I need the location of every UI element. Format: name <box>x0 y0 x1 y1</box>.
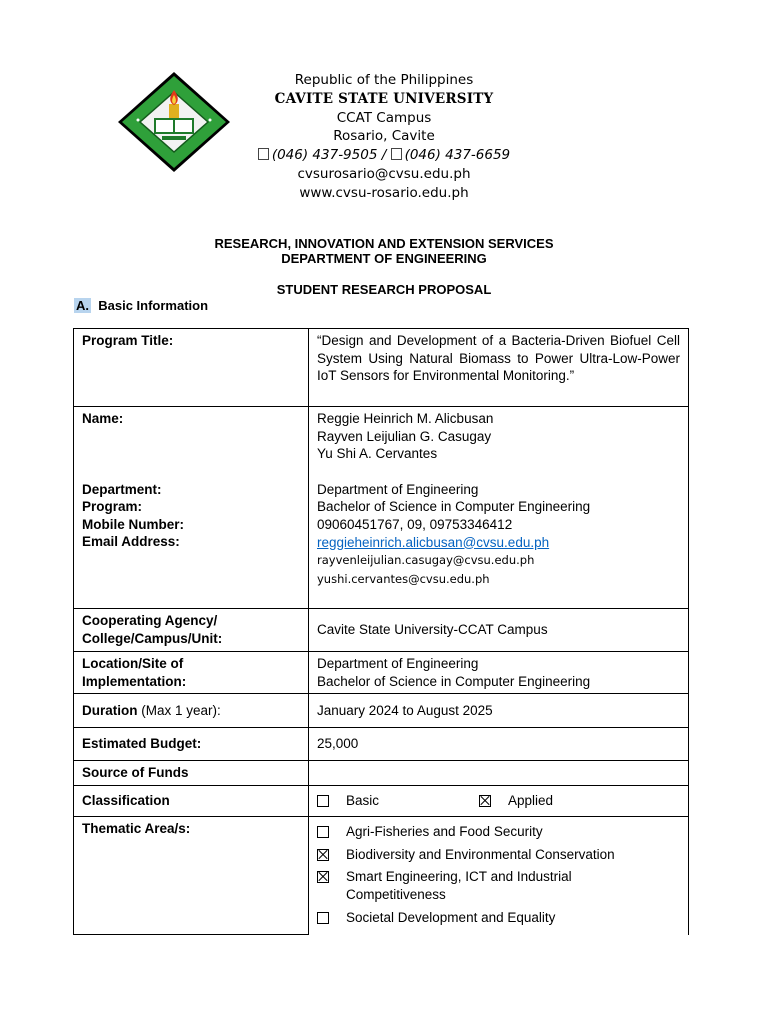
thematic-checkbox[interactable] <box>317 871 329 883</box>
thematic-option <box>317 846 680 864</box>
university-name: CAVITE STATE UNIVERSITY <box>274 90 494 107</box>
duration-label <box>74 694 309 728</box>
cooperating-label-line: Cooperating Agency/ <box>82 613 218 628</box>
mobile-value: 09060451767, 09, 09753346412 <box>317 516 513 532</box>
mobile-label: Mobile Number: <box>82 516 185 532</box>
office-heading: RESEARCH, INNOVATION AND EXTENSION SERVICES <box>214 236 554 251</box>
department-value: Department of Engineering <box>317 481 479 497</box>
email-label: Email Address: <box>82 534 180 550</box>
program-label: Program: <box>82 499 143 515</box>
program-value: Bachelor of Science in Computer Engineering <box>317 499 591 515</box>
row-personal-info <box>74 407 689 609</box>
basic-information-table <box>73 328 689 935</box>
duration-label-text: Duration <box>82 702 138 718</box>
thematic-checkbox[interactable] <box>317 912 329 924</box>
phone-icon <box>258 148 269 160</box>
personal-info-labels <box>74 407 309 609</box>
row-budget <box>74 728 689 761</box>
thematic-label: Thematic Area/s: <box>74 817 309 935</box>
row-cooperating-agency <box>74 609 689 652</box>
document-title: STUDENT RESEARCH PROPOSAL <box>276 282 492 297</box>
letterhead <box>234 71 534 203</box>
location-value-line: Bachelor of Science in Computer Engineering <box>317 673 591 689</box>
location-value <box>309 652 689 694</box>
campus-name: CCAT Campus <box>336 109 432 126</box>
campus-website: www.cvsu-rosario.edu.ph <box>299 184 469 201</box>
proponent-name: Rayven Leijulian G. Casugay <box>317 428 492 444</box>
row-location <box>74 652 689 694</box>
row-classification <box>74 786 689 817</box>
classification-applied-label: Applied <box>508 793 554 809</box>
row-duration <box>74 694 689 728</box>
thematic-option-label: Agri-Fisheries and Food Security <box>346 824 543 840</box>
university-seal-logo <box>116 70 232 174</box>
location-value-line: Department of Engineering <box>317 656 479 671</box>
section-letter: A. <box>76 298 89 313</box>
phone-line <box>234 146 534 165</box>
phone-number-2: (046) 437-6659 <box>404 147 511 164</box>
duration-note: (Max 1 year): <box>137 702 221 718</box>
cooperating-agency-label <box>74 609 309 652</box>
campus-location: Rosario, Cavite <box>333 128 435 145</box>
row-source-of-funds <box>74 761 689 786</box>
thematic-checkbox[interactable] <box>317 826 329 838</box>
location-label-line: Location/Site of <box>82 656 184 671</box>
campus-email: cvsurosario@cvsu.edu.ph <box>297 165 471 182</box>
classification-options <box>309 786 689 817</box>
location-label <box>74 652 309 694</box>
classification-applied-checkbox[interactable] <box>479 795 491 807</box>
thematic-option <box>317 868 680 903</box>
republic-line: Republic of the Philippines <box>294 72 474 88</box>
section-a-heading <box>74 298 208 313</box>
fax-icon <box>391 148 402 160</box>
phone-separator: / <box>377 147 391 164</box>
thematic-option-label: Societal Development and Equality <box>346 909 556 925</box>
duration-value: January 2024 to August 2025 <box>309 694 689 728</box>
thematic-option <box>317 823 680 841</box>
thematic-option-label: Biodiversity and Environmental Conservation <box>346 846 615 862</box>
proponent-name: Reggie Heinrich M. Alicbusan <box>317 411 494 426</box>
budget-value: 25,000 <box>309 728 689 761</box>
location-label-line: Implementation: <box>82 673 187 689</box>
phone-number-1: (046) 437-9505 <box>271 147 378 164</box>
row-thematic-area <box>74 817 689 935</box>
cooperating-agency-value: Cavite State University-CCAT Campus <box>309 609 689 652</box>
proponent-name: Yu Shi A. Cervantes <box>317 446 438 462</box>
row-program-title <box>74 329 689 407</box>
email-value: rayvenleijulian.casugay@cvsu.edu.ph <box>317 553 535 568</box>
budget-label: Estimated Budget: <box>74 728 309 761</box>
classification-basic-label: Basic <box>346 793 380 809</box>
name-label: Name: <box>82 411 124 426</box>
classification-row <box>317 792 680 810</box>
email-link[interactable]: reggieheinrich.alicbusan@cvsu.edu.ph <box>317 534 550 550</box>
funds-label: Source of Funds <box>74 761 309 786</box>
classification-label: Classification <box>74 786 309 817</box>
program-title-label: Program Title: <box>74 329 309 407</box>
thematic-option-label: Smart Engineering, ICT and Industrial Competitiveness <box>346 869 572 902</box>
classification-basic-checkbox[interactable] <box>317 795 329 807</box>
section-title: Basic Information <box>98 298 209 313</box>
program-title-value: “Design and Development of a Bacteria-Driven Biofuel Cell System Using Natural Biomass to Power Ultra-Low-Power IoT Sensors for Environmental Monitoring.” <box>309 329 689 407</box>
thematic-options <box>309 817 689 935</box>
department-label: Department: <box>82 481 162 497</box>
department-heading: DEPARTMENT OF ENGINEERING <box>281 251 487 266</box>
email-value: yushi.cervantes@cvsu.edu.ph <box>317 572 490 587</box>
thematic-option <box>317 909 680 927</box>
personal-info-values <box>309 407 689 609</box>
funds-value <box>309 761 689 786</box>
cooperating-label-line: College/Campus/Unit: <box>82 630 223 646</box>
thematic-checkbox[interactable] <box>317 849 329 861</box>
